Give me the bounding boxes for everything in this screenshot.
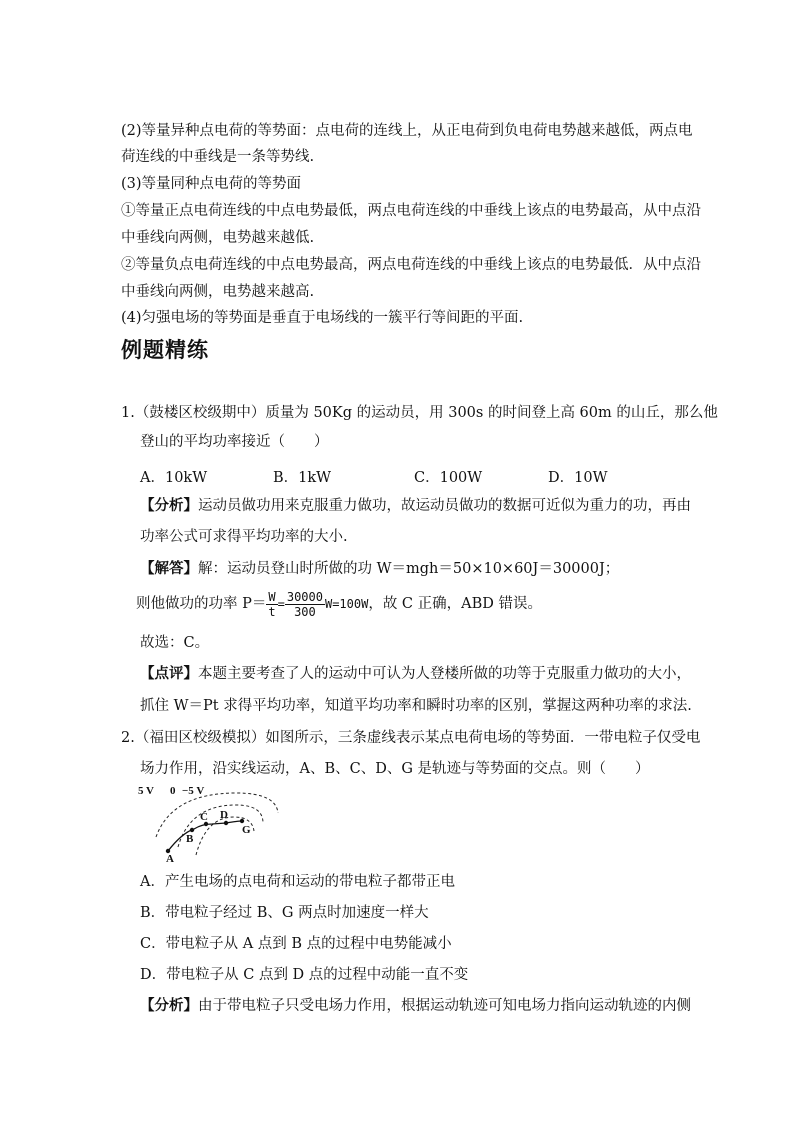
equipotential-line-5v <box>156 793 278 837</box>
q1-stem-line-1: 1.（鼓楼区校级期中）质量为 50Kg 的运动员，用 300s 的时间登上高 60m 的山丘，那么他 <box>121 405 718 421</box>
fraction-denominator: t <box>268 604 276 619</box>
point-d-dot <box>224 821 228 825</box>
q1-option-d: D．10W <box>548 470 608 486</box>
q1-comment-tag: 【点评】 <box>140 665 198 682</box>
label-point-c: C <box>200 811 208 823</box>
q2-analysis-line-1 <box>140 997 696 1015</box>
q2-option-a: A．产生电场的点电荷和运动的带电粒子都带正电 <box>140 874 455 890</box>
intro-line-3: (3)等量同种点电荷的等势面 <box>121 176 302 192</box>
q1-comment-line-2: 抓住 W＝Pt 求得平均功率，知道平均功率和瞬时功率的区别，掌握这两种功率的求法. <box>140 698 692 714</box>
label-point-g: G <box>242 824 251 836</box>
q1-solution-line-1 <box>140 560 696 578</box>
equipotential-figure <box>138 783 288 865</box>
power-result: W=100W <box>324 597 369 611</box>
q2-stem-line-1: 2.（福田区校级模拟）如图所示，三条虚线表示某点电荷电场的等势面．一带电粒子仅受电 <box>121 730 701 746</box>
q1-solution-text-1: 解：运动员登山时所做的功 W＝mgh＝50×10×60J＝30000J； <box>198 561 620 577</box>
q1-analysis-text-1: 运动员做功用来克服重力做功，故运动员做功的数据可近似为重力的功，再由 <box>198 498 691 514</box>
q1-analysis-tag: 【分析】 <box>140 497 198 514</box>
intro-line-8: (4)匀强电场的等势面是垂直于电场线的一簇平行等间距的平面. <box>121 310 524 326</box>
section-title: 例题精练 <box>121 338 209 362</box>
q1-analysis-line-1 <box>140 497 696 515</box>
fraction-w-over-t <box>266 590 277 619</box>
point-g-dot <box>240 819 244 823</box>
point-b-dot <box>190 828 194 832</box>
intro-line-7: 中垂线向两侧，电势越来越高. <box>121 284 315 300</box>
fraction-numerator: 30000 <box>286 589 323 604</box>
q2-analysis-tag: 【分析】 <box>140 997 198 1014</box>
intro-line-2: 荷连线的中垂线是一条等势线. <box>121 149 315 165</box>
q1-option-a: A．10kW <box>140 470 208 486</box>
q1-answer: 故选：C。 <box>140 635 210 651</box>
q1-stem-line-2: 登山的平均功率接近（ ） <box>140 434 329 450</box>
q1-solution-tag: 【解答】 <box>140 560 198 577</box>
fraction-numerator: W <box>268 589 276 604</box>
intro-line-6: ②等量负点电荷连线的中点电势最高，两点电荷连线的中垂线上该点的电势最低．从中点沿 <box>121 257 701 273</box>
q2-option-b: B．带电粒子经过 B、G 两点时加速度一样大 <box>140 905 429 921</box>
q1-comment-line-1 <box>140 665 696 683</box>
q1-solution-tail: ，故 C 正确，ABD 错误。 <box>368 596 543 612</box>
label-minus5v: −5 V <box>182 785 205 797</box>
fraction-30000-over-300 <box>285 590 325 619</box>
label-point-a: A <box>166 853 174 865</box>
fraction-denominator: 300 <box>294 604 316 619</box>
q1-solution-lead: 则他做功的功率 P＝ <box>136 596 267 612</box>
q2-option-c: C．带电粒子从 A 点到 B 点的过程中电势能减小 <box>140 936 452 952</box>
intro-line-1: (2)等量异种点电荷的等势面：点电荷的连线上，从正电荷到负电荷电势越来越低，两点电 <box>121 123 693 139</box>
q1-analysis-line-2: 功率公式可求得平均功率的大小. <box>140 529 348 545</box>
intro-line-5: 中垂线向两侧，电势越来越低. <box>121 230 315 246</box>
intro-line-4: ①等量正点电荷连线的中点电势最低，两点电荷连线的中垂线上该点的电势最高，从中点沿 <box>121 203 701 219</box>
label-point-b: B <box>186 833 194 845</box>
label-5v: 5 V <box>138 785 154 797</box>
q2-option-d: D．带电粒子从 C 点到 D 点的过程中动能一直不变 <box>140 967 469 983</box>
label-point-d: D <box>220 809 228 821</box>
q1-solution-line-2 <box>136 588 692 624</box>
q2-stem-line-2: 场力作用，沿实线运动，A、B、C、D、G 是轨迹与等势面的交点。则（ ） <box>140 761 650 777</box>
q1-option-c: C．100W <box>414 470 483 486</box>
equals-sign: = <box>277 597 285 611</box>
q2-analysis-text-1: 由于带电粒子只受电场力作用，根据运动轨迹可知电场力指向运动轨迹的内侧 <box>198 998 691 1014</box>
q1-option-b: B．1kW <box>273 470 332 486</box>
label-0v: 0 <box>170 785 176 797</box>
q1-comment-text-1: 本题主要考查了人的运动中可认为人登楼所做的功等于克服重力做功的大小， <box>198 666 691 682</box>
